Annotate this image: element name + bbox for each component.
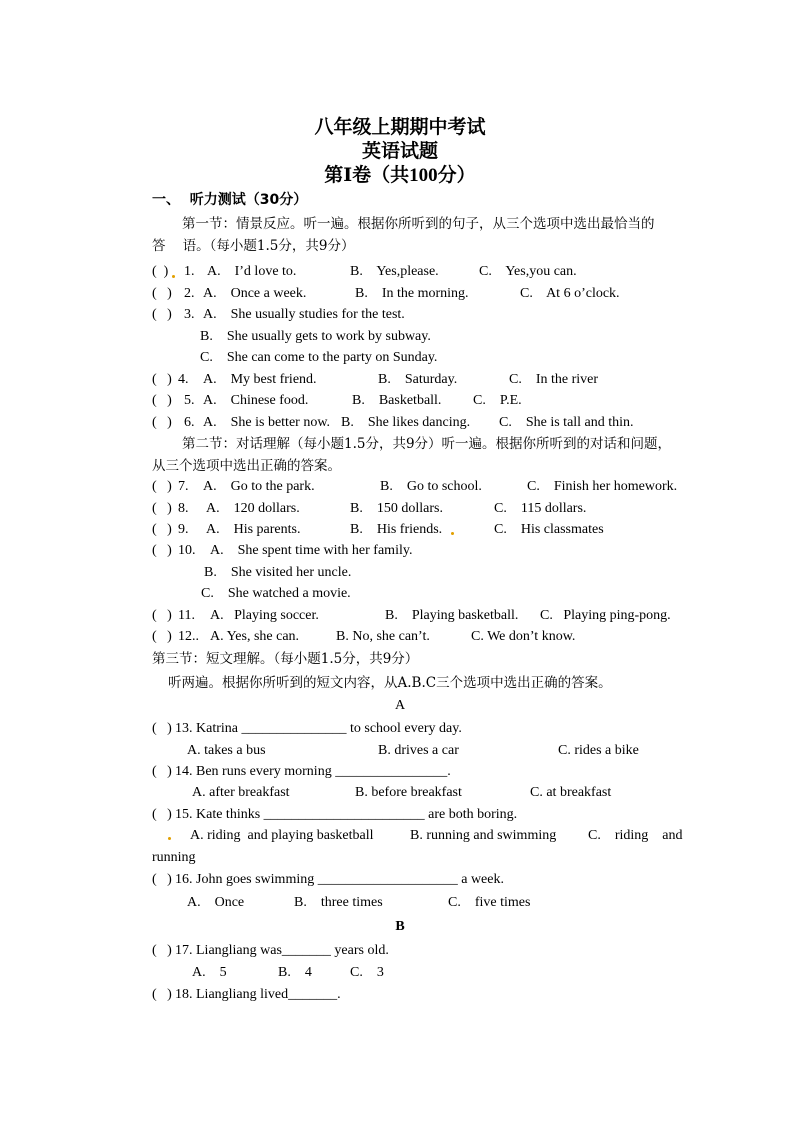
- option-a: A. after breakfast: [192, 785, 290, 800]
- option-c: C. She is tall and thin.: [499, 415, 634, 430]
- question-number: 9.: [178, 522, 189, 537]
- subject-title: 英语试题: [361, 141, 438, 162]
- question-stem: 17. Liangliang was_______ years old.: [175, 943, 389, 958]
- option-c: C. We don’t know.: [471, 629, 576, 644]
- answer-bracket[interactable]: ( ): [152, 943, 172, 958]
- option-c: C. Yes,you can.: [479, 264, 577, 279]
- option-b: B. Yes,please.: [350, 264, 439, 279]
- option-a: A. Yes, she can.: [210, 629, 300, 644]
- answer-bracket[interactable]: ( ): [152, 393, 172, 408]
- option-b: B. In the morning.: [355, 286, 469, 301]
- passage-label-b: B: [395, 919, 405, 934]
- question-stem: 15. Kate thinks _______________________ are both boring.: [175, 807, 518, 822]
- option-c: C. Playing ping-pong.: [540, 608, 671, 623]
- option-c: C. She can come to the party on Sunday.: [200, 350, 438, 365]
- answer-bracket[interactable]: ( ): [152, 286, 172, 301]
- option-c-continued: running: [152, 850, 196, 865]
- option-b: B. She likes dancing.: [341, 415, 471, 430]
- question-number: 10.: [178, 543, 196, 558]
- question-number: 1.: [184, 264, 195, 279]
- option-a: A. His parents.: [206, 522, 301, 537]
- sec2-intro: 第二节：对话理解（每小题1.5分，共9分）听一遍。根据你所听到的对话和问题，: [182, 436, 672, 452]
- question-number: 12..: [178, 629, 199, 644]
- stray-mark: [172, 275, 175, 278]
- option-c: C. 3: [350, 965, 384, 980]
- option-b: B. 150 dollars.: [350, 501, 443, 516]
- stray-mark: [451, 532, 454, 535]
- answer-bracket[interactable]: ( ): [152, 415, 172, 430]
- answer-bracket[interactable]: ( ): [152, 501, 172, 516]
- sec3-intro: 听两遍。根据你所听到的短文内容，从A.B.C三个选项中选出正确的答案。: [168, 675, 612, 691]
- option-a: A. 5: [192, 965, 227, 980]
- option-c: C. In the river: [509, 372, 599, 387]
- option-c: C. 115 dollars.: [494, 501, 587, 516]
- option-c: C. rides a bike: [558, 743, 639, 758]
- option-a: A. She is better now.: [203, 415, 331, 430]
- option-a: A. She spent time with her family.: [210, 543, 413, 558]
- question-number: 2.: [184, 286, 195, 301]
- sec1-intro: 第一节：情景反应。听一遍。根据你所听到的句子，从三个选项中选出最恰当的: [182, 216, 655, 232]
- part1-heading: 一、 听力测试（30分）: [152, 192, 308, 208]
- sec1-intro-cont: 答 语。（每小题1.5分，共9分）: [152, 238, 355, 254]
- option-a: A. riding and playing basketball: [190, 828, 374, 843]
- question-number: 8.: [178, 501, 189, 516]
- answer-bracket[interactable]: ( ): [152, 629, 172, 644]
- question-number: 3.: [184, 307, 195, 322]
- option-b: B. 4: [278, 965, 312, 980]
- option-c: C. At 6 o’clock.: [520, 286, 620, 301]
- option-c: C. His classmates: [494, 522, 604, 537]
- option-c: C. P.E.: [473, 393, 522, 408]
- passage-label-a: A: [394, 698, 406, 713]
- answer-bracket[interactable]: ( ): [152, 764, 172, 779]
- answer-bracket[interactable]: ( ): [152, 987, 172, 1002]
- question-number: 11.: [178, 608, 195, 623]
- option-c: C. She watched a movie.: [201, 586, 351, 601]
- option-a: A. Playing soccer.: [210, 608, 319, 623]
- option-c: C. five times: [448, 895, 531, 910]
- option-b: B. Go to school.: [380, 479, 482, 494]
- answer-bracket[interactable]: ( ): [152, 807, 172, 822]
- option-b: B. three times: [294, 895, 383, 910]
- paper-title: 第Ⅰ卷（共100分）: [324, 165, 476, 186]
- question-number: 7.: [178, 479, 189, 494]
- question-stem: 14. Ben runs every morning ________________.: [175, 764, 451, 779]
- option-b: B. She visited her uncle.: [204, 565, 352, 580]
- question-stem: 18. Liangliang lived_______.: [175, 987, 341, 1002]
- option-b: B. drives a car: [378, 743, 459, 758]
- option-b: B. Saturday.: [378, 372, 458, 387]
- option-b: B. Playing basketball.: [385, 608, 519, 623]
- answer-bracket[interactable]: ( ): [152, 307, 172, 322]
- answer-bracket[interactable]: ( ): [152, 264, 169, 279]
- option-b: B. running and swimming: [410, 828, 557, 843]
- option-a: A. Go to the park.: [203, 479, 315, 494]
- option-a: A. Once a week.: [203, 286, 307, 301]
- answer-bracket[interactable]: ( ): [152, 543, 172, 558]
- option-a: A. My best friend.: [203, 372, 317, 387]
- answer-bracket[interactable]: ( ): [152, 522, 172, 537]
- option-a: A. She usually studies for the test.: [203, 307, 405, 322]
- option-b: B. No, she can’t.: [336, 629, 430, 644]
- option-b: B. before breakfast: [355, 785, 462, 800]
- answer-bracket[interactable]: ( ): [152, 721, 172, 736]
- option-a: A. Once: [187, 895, 245, 910]
- option-c: C. riding and: [588, 828, 683, 843]
- question-number: 5.: [184, 393, 195, 408]
- option-a: A. Chinese food.: [203, 393, 309, 408]
- answer-bracket[interactable]: ( ): [152, 872, 172, 887]
- answer-bracket[interactable]: ( ): [152, 372, 172, 387]
- stray-mark: [168, 837, 171, 840]
- option-a: A. 120 dollars.: [206, 501, 300, 516]
- exam-title: 八年级上期期中考试: [314, 117, 486, 138]
- sec2-intro-cont: 从三个选项中选出正确的答案。: [152, 458, 341, 474]
- option-c: C. at breakfast: [530, 785, 612, 800]
- question-stem: 13. Katrina _______________ to school every day.: [175, 721, 462, 736]
- answer-bracket[interactable]: ( ): [152, 479, 172, 494]
- option-b: B. His friends.: [350, 522, 443, 537]
- answer-bracket[interactable]: ( ): [152, 608, 172, 623]
- option-c: C. Finish her homework.: [527, 479, 678, 494]
- question-number: 6.: [184, 415, 195, 430]
- option-b: B. She usually gets to work by subway.: [200, 329, 431, 344]
- sec3-heading: 第三节：短文理解。（每小题1.5分，共9分）: [152, 651, 419, 667]
- option-a: A. takes a bus: [187, 743, 266, 758]
- option-a: A. I’d love to.: [207, 264, 297, 279]
- question-stem: 16. John goes swimming ____________________ a week.: [175, 872, 504, 887]
- option-b: B. Basketball.: [352, 393, 442, 408]
- question-number: 4.: [178, 372, 189, 387]
